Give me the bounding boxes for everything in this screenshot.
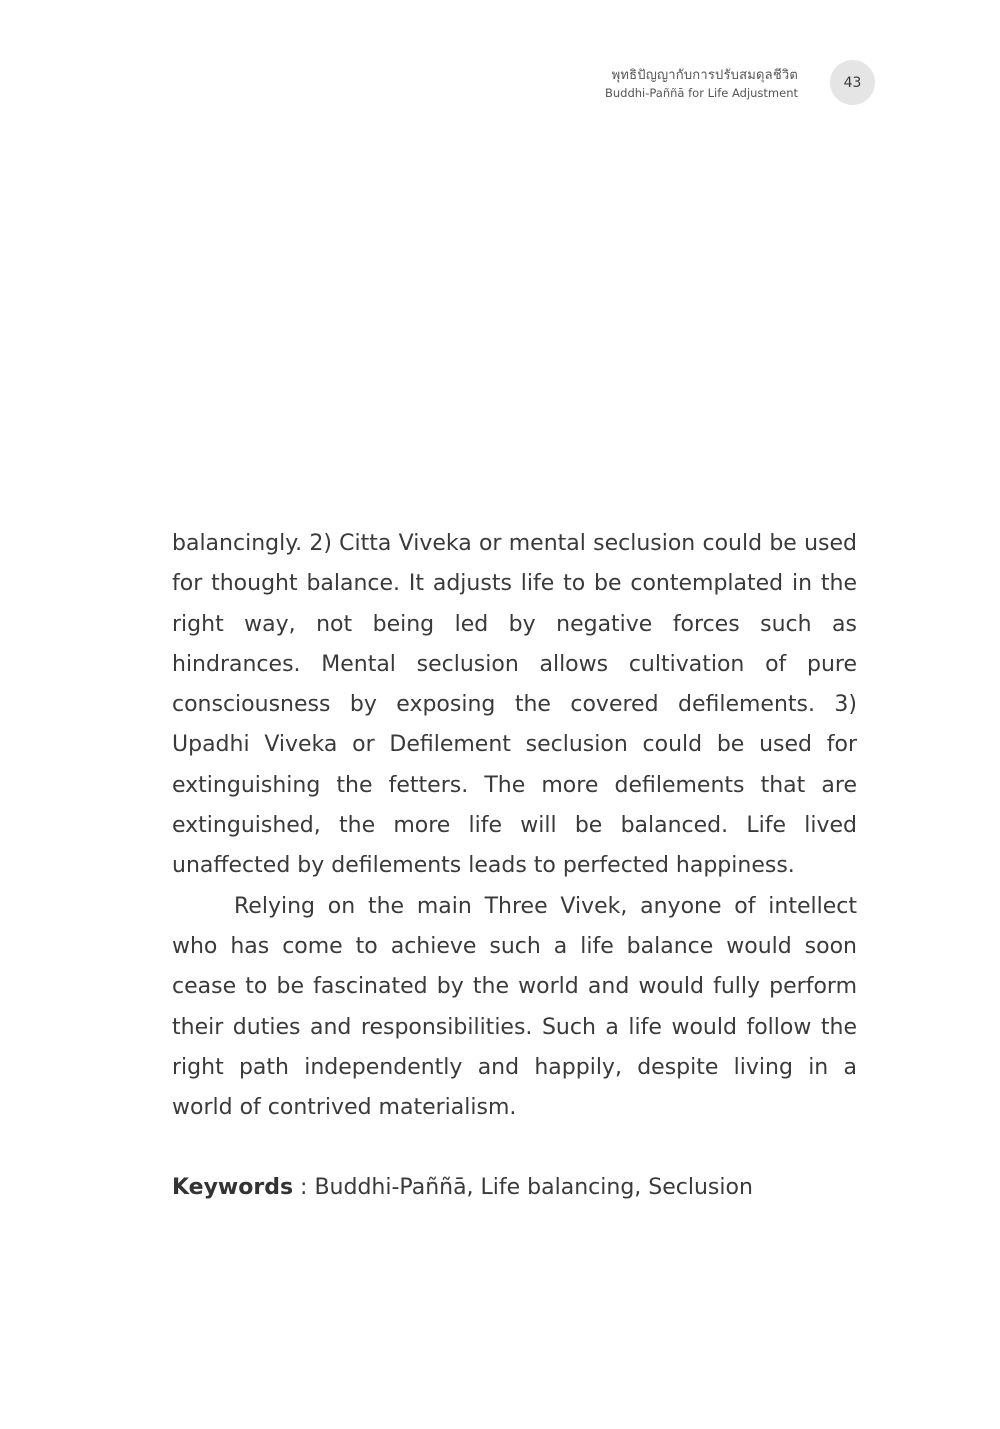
keywords-label: Keywords	[172, 1175, 294, 1201]
running-header	[605, 68, 798, 101]
keywords-line	[172, 1168, 857, 1208]
header-title-thai: พุทธิปัญญากับการปรับสมดุลชีวิต	[611, 68, 798, 83]
body-paragraph-1: balancingly. 2) Citta Viveka or mental seclusion could be used for thought balance. It adjusts life to be contemplated in the right way, not being led by negative forces such as hindrances. Mental seclusion allows cultivation of pure consciousness by exposing the covered defilements. 3) Upadhi Viveka or Defilement seclusion could be used for extinguishing the fetters. The more defilements that are extinguished, the more life will be balanced. Life lived unaffected by defilements leads to perfected happiness.	[172, 531, 857, 879]
body-paragraph-2: Relying on the main Three Vivek, anyone of intellect who has come to achieve such a life balance would soon cease to be fascinated by the world and would fully perform their duties and responsibilities. Such a life would follow the right path independently and happily, despite living in a world of contrived materialism.	[172, 893, 857, 1121]
header-title-english: Buddhi-Paññā for Life Adjustment	[604, 86, 798, 101]
keywords-separator: :	[293, 1175, 315, 1201]
page-body	[172, 524, 857, 1209]
page-number: 43	[843, 74, 862, 91]
keywords-values: Buddhi-Paññā, Life balancing, Seclusion	[314, 1175, 753, 1201]
page-number-badge	[830, 60, 875, 105]
